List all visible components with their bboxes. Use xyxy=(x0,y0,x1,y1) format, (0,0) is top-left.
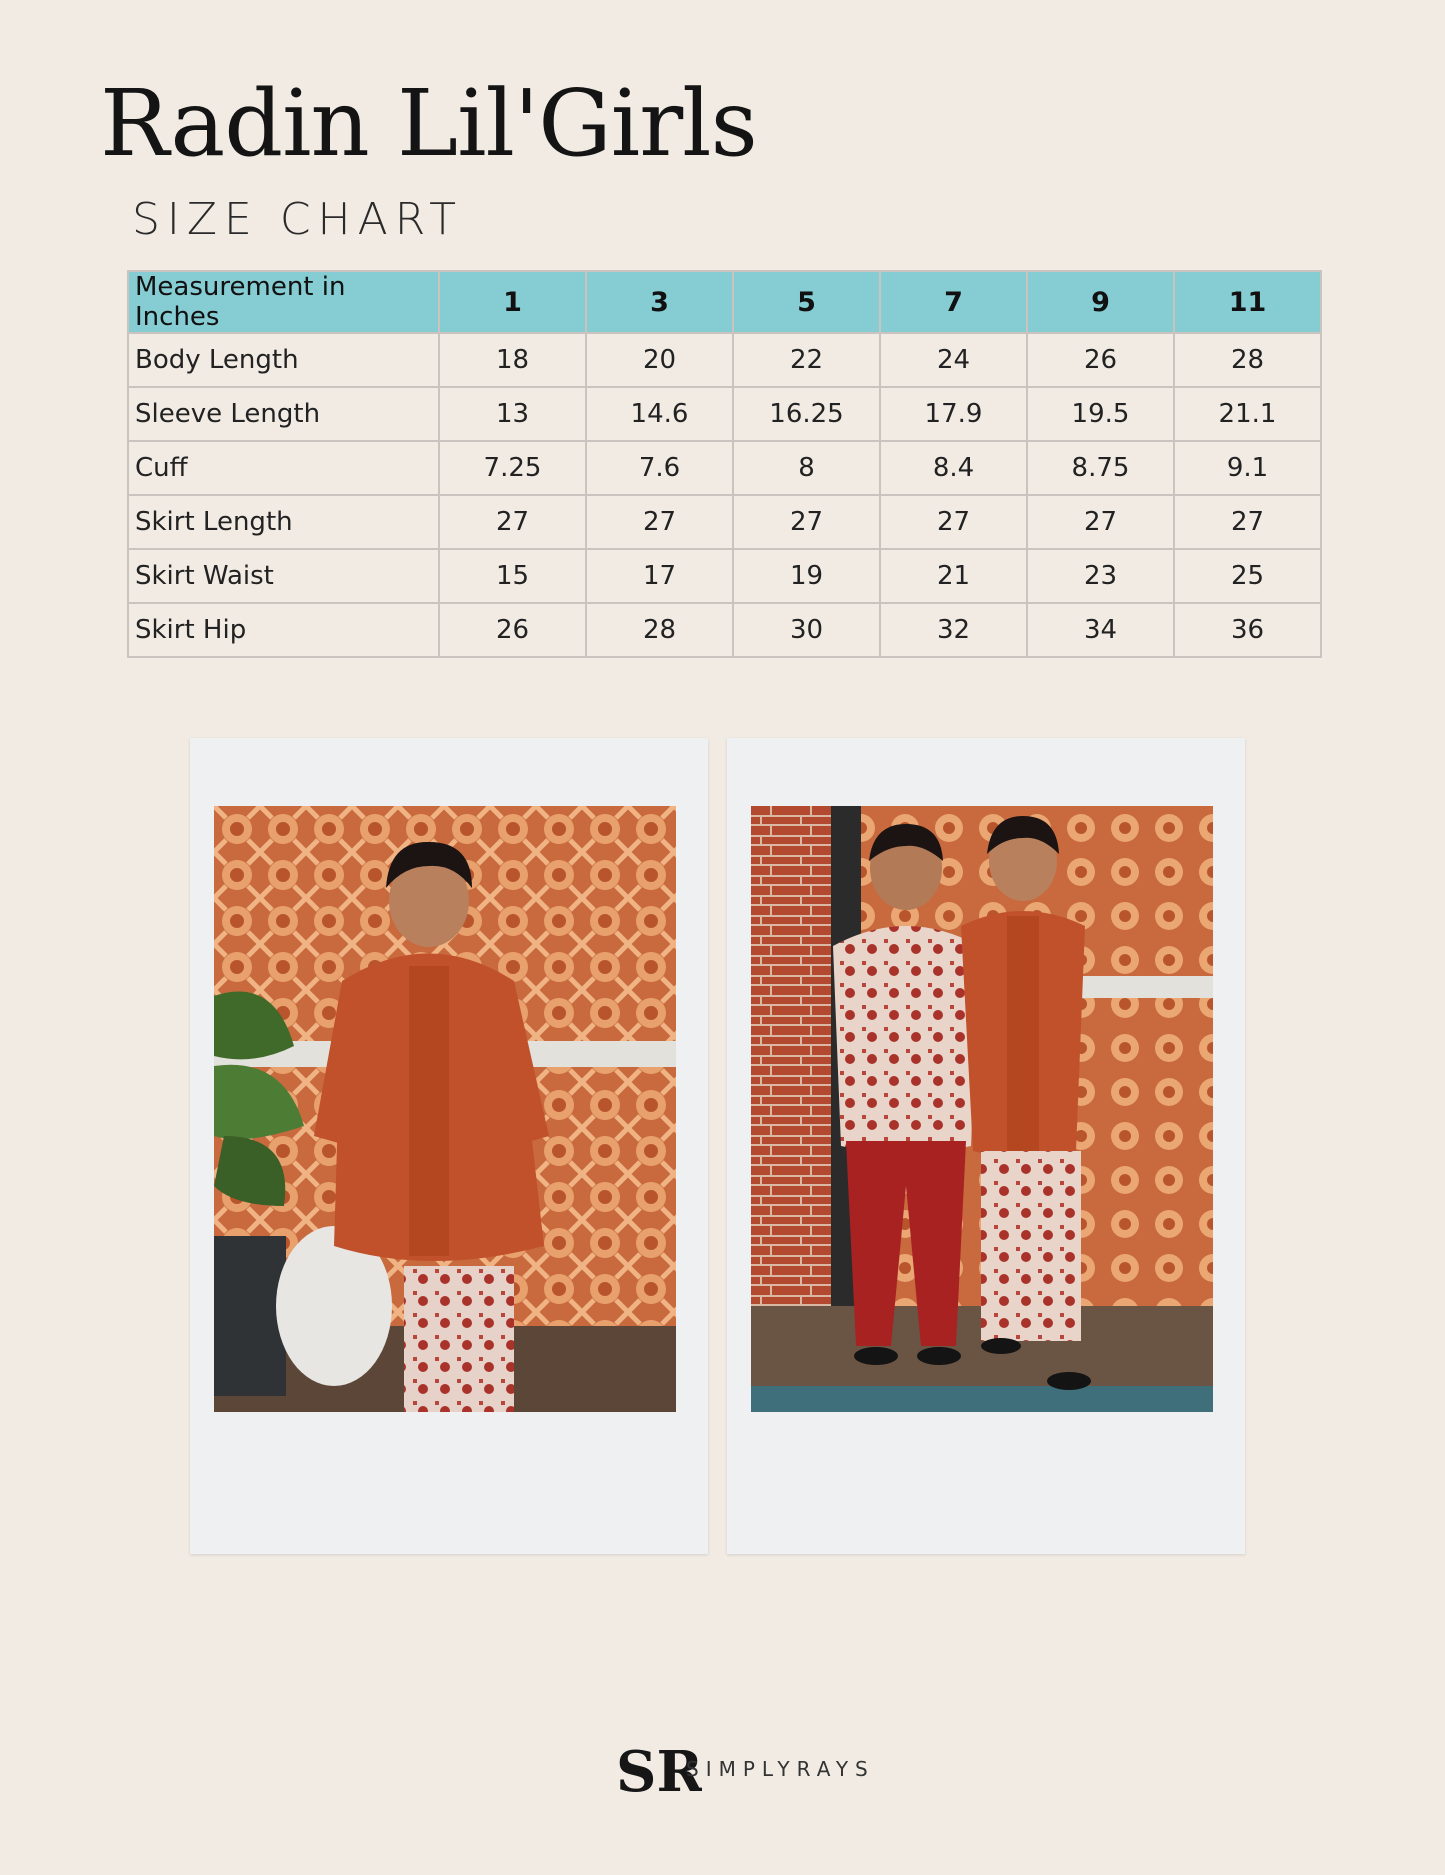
size-header: 3 xyxy=(586,271,733,333)
table-cell: 36 xyxy=(1174,603,1321,657)
table-cell: 22 xyxy=(733,333,880,387)
row-label: Body Length xyxy=(128,333,439,387)
table-cell: 26 xyxy=(1027,333,1174,387)
photo-siblings xyxy=(751,806,1213,1412)
table-cell: 23 xyxy=(1027,549,1174,603)
size-header: 1 xyxy=(439,271,586,333)
table-cell: 8.4 xyxy=(880,441,1027,495)
table-cell: 27 xyxy=(586,495,733,549)
photo-girl-kebaya xyxy=(214,806,676,1412)
logo-letters: SR xyxy=(616,1739,702,1801)
table-cell: 19 xyxy=(733,549,880,603)
table-cell: 32 xyxy=(880,603,1027,657)
table-cell: 8 xyxy=(733,441,880,495)
table-cell: 15 xyxy=(439,549,586,603)
table-cell: 19.5 xyxy=(1027,387,1174,441)
table-row xyxy=(128,549,1321,603)
table-cell: 8.75 xyxy=(1027,441,1174,495)
table-cell: 20 xyxy=(586,333,733,387)
size-header: 5 xyxy=(733,271,880,333)
brand-name: SIMPLYRAYS xyxy=(686,1757,875,1781)
table-cell: 21.1 xyxy=(1174,387,1321,441)
table-row xyxy=(128,387,1321,441)
table-row xyxy=(128,333,1321,387)
table-cell: 7.6 xyxy=(586,441,733,495)
table-cell: 17.9 xyxy=(880,387,1027,441)
table-cell: 18 xyxy=(439,333,586,387)
table-cell: 14.6 xyxy=(586,387,733,441)
table-cell: 21 xyxy=(880,549,1027,603)
table-cell: 28 xyxy=(1174,333,1321,387)
table-cell: 30 xyxy=(733,603,880,657)
page-title: Radin Lil'Girls xyxy=(100,70,757,177)
table-row xyxy=(128,495,1321,549)
table-cell: 13 xyxy=(439,387,586,441)
table-header-row xyxy=(128,271,1321,333)
photo-frame-left xyxy=(190,738,708,1554)
table-cell: 27 xyxy=(1027,495,1174,549)
row-label: Sleeve Length xyxy=(128,387,439,441)
row-label: Skirt Hip xyxy=(128,603,439,657)
table-cell: 24 xyxy=(880,333,1027,387)
size-header: 11 xyxy=(1174,271,1321,333)
table-cell: 7.25 xyxy=(439,441,586,495)
table-cell: 27 xyxy=(1174,495,1321,549)
table-row xyxy=(128,603,1321,657)
table-cell: 28 xyxy=(586,603,733,657)
page-subtitle: SIZE CHART xyxy=(132,194,463,245)
row-label: Skirt Waist xyxy=(128,549,439,603)
table-cell: 26 xyxy=(439,603,586,657)
table-cell: 27 xyxy=(733,495,880,549)
size-header: 7 xyxy=(880,271,1027,333)
row-label: Skirt Length xyxy=(128,495,439,549)
table-cell: 9.1 xyxy=(1174,441,1321,495)
photo-frame-right xyxy=(727,738,1245,1554)
table-cell: 27 xyxy=(439,495,586,549)
size-chart-table xyxy=(127,270,1322,658)
table-cell: 16.25 xyxy=(733,387,880,441)
table-cell: 25 xyxy=(1174,549,1321,603)
table-row xyxy=(128,441,1321,495)
table-cell: 17 xyxy=(586,549,733,603)
table-cell: 27 xyxy=(880,495,1027,549)
table-cell: 34 xyxy=(1027,603,1174,657)
row-label: Cuff xyxy=(128,441,439,495)
corner-label: Measurement in Inches xyxy=(128,271,439,333)
size-header: 9 xyxy=(1027,271,1174,333)
